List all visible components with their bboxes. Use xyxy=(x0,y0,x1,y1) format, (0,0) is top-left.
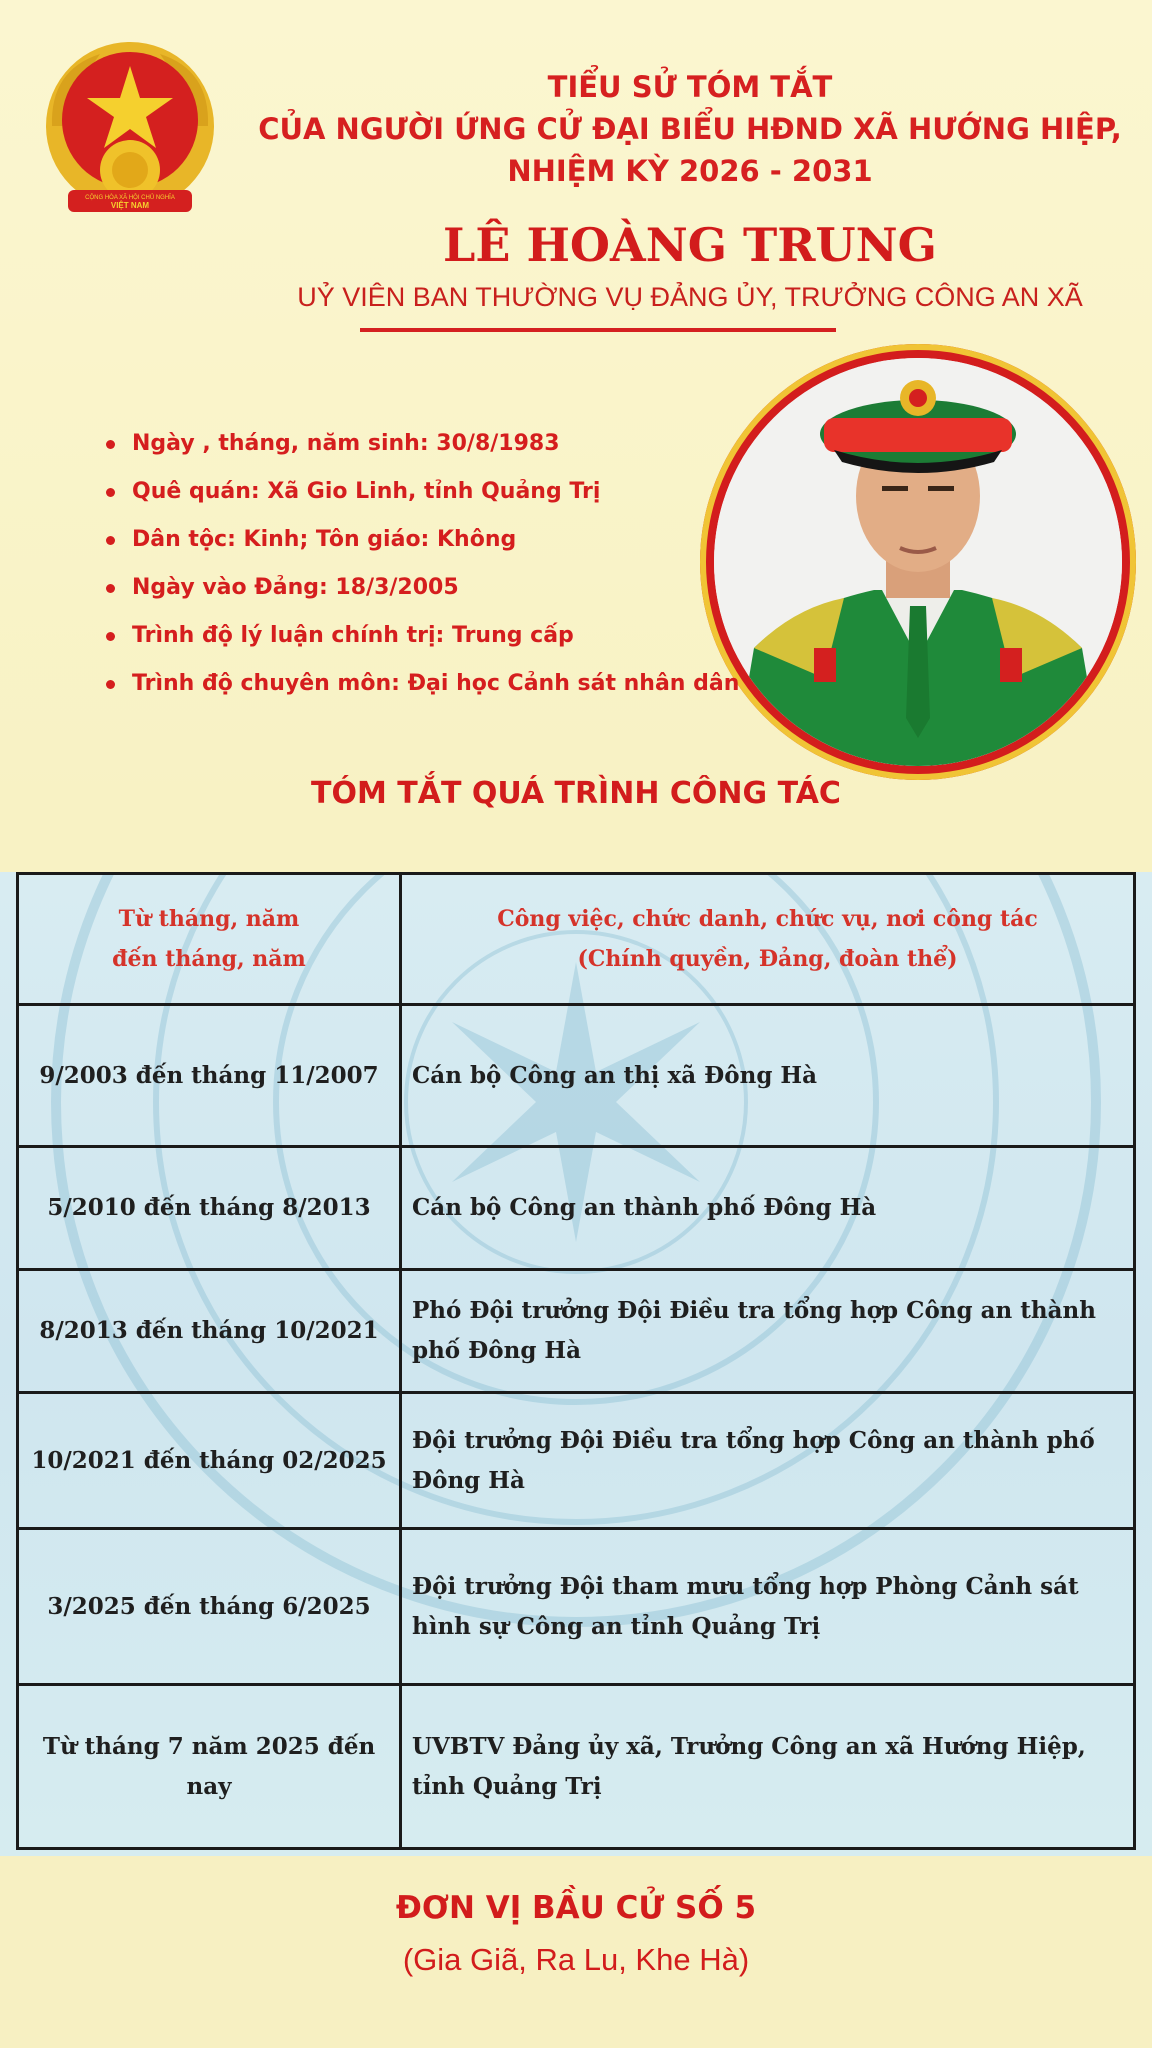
info-party-join-date: Ngày vào Đảng: 18/3/2005 xyxy=(100,564,739,612)
row-period: 9/2003 đến tháng 11/2007 xyxy=(18,1005,401,1147)
doc-title-line3: NHIỆM KỲ 2026 - 2031 xyxy=(507,154,873,188)
row-job: Đội trưởng Đội tham mưu tổng hợp Phòng Cảnh sát hình sự Công an tỉnh Quảng Trị xyxy=(401,1529,1135,1685)
row-period: Từ tháng 7 năm 2025 đến nay xyxy=(18,1685,401,1849)
table-row xyxy=(18,1529,1135,1685)
section-title: TÓM TẮT QUÁ TRÌNH CÔNG TÁC xyxy=(311,776,841,811)
header-job-line2: (Chính quyền, Đảng, đoàn thể) xyxy=(577,946,958,972)
header-period xyxy=(18,874,401,1005)
electoral-unit-areas: (Gia Giã, Ra Lu, Khe Hà) xyxy=(402,1942,750,1977)
info-hometown: Quê quán: Xã Gio Linh, tỉnh Quảng Trị xyxy=(100,468,739,516)
header-period-line2: đến tháng, năm xyxy=(112,946,306,972)
row-period: 10/2021 đến tháng 02/2025 xyxy=(18,1393,401,1529)
row-period: 8/2013 đến tháng 10/2021 xyxy=(18,1270,401,1393)
row-job: Phó Đội trưởng Đội Điều tra tổng hợp Công an thành phố Đông Hà xyxy=(401,1270,1135,1393)
candidate-role: UỶ VIÊN BAN THƯỜNG VỤ ĐẢNG ỦY, TRƯỞNG CÔNG AN XÃ xyxy=(297,282,1083,312)
row-job: Cán bộ Công an thành phố Đông Hà xyxy=(401,1147,1135,1270)
work-history-panel xyxy=(0,872,1152,1856)
national-emblem xyxy=(40,40,220,220)
personal-info-list xyxy=(100,420,739,708)
work-history-table xyxy=(16,872,1136,1850)
row-period: 5/2010 đến tháng 8/2013 xyxy=(18,1147,401,1270)
row-job: Cán bộ Công an thị xã Đông Hà xyxy=(401,1005,1135,1147)
row-job: UVBTV Đảng ủy xã, Trưởng Công an xã Hướng Hiệp, tỉnh Quảng Trị xyxy=(401,1685,1135,1849)
info-professional-level: Trình độ chuyên môn: Đại học Cảnh sát nhân dân xyxy=(100,660,739,708)
header-job-line1: Công việc, chức danh, chức vụ, nơi công tác xyxy=(497,906,1038,932)
info-political-level: Trình độ lý luận chính trị: Trung cấp xyxy=(100,612,739,660)
svg-text:VIỆT NAM: VIỆT NAM xyxy=(110,201,150,210)
table-row xyxy=(18,1393,1135,1529)
doc-title-line2: CỦA NGƯỜI ỨNG CỬ ĐẠI BIỂU HĐND XÃ HƯỚNG HIỆP, xyxy=(258,112,1122,146)
table-row xyxy=(18,1270,1135,1393)
table-header-row xyxy=(18,874,1135,1005)
doc-title-line1: TIỂU SỬ TÓM TẮT xyxy=(547,70,833,104)
table-row xyxy=(18,1685,1135,1849)
info-birthdate: Ngày , tháng, năm sinh: 30/8/1983 xyxy=(100,420,739,468)
table-row xyxy=(18,1005,1135,1147)
row-job: Đội trưởng Đội Điều tra tổng hợp Công an thành phố Đông Hà xyxy=(401,1393,1135,1529)
title-divider xyxy=(360,328,836,332)
candidate-name: LÊ HOÀNG TRUNG xyxy=(443,218,937,272)
svg-text:CỘNG HÒA XÃ HỘI CHỦ NGHĨA: CỘNG HÒA XÃ HỘI CHỦ NGHĨA xyxy=(85,195,175,201)
row-period: 3/2025 đến tháng 6/2025 xyxy=(18,1529,401,1685)
portrait-frame xyxy=(700,344,1136,780)
table-row xyxy=(18,1147,1135,1270)
info-ethnicity-religion: Dân tộc: Kinh; Tôn giáo: Không xyxy=(100,516,739,564)
header-period-line1: Từ tháng, năm xyxy=(118,906,300,932)
header-job xyxy=(401,874,1135,1005)
electoral-unit-title: ĐƠN VỊ BẦU CỬ SỐ 5 xyxy=(395,1890,757,1926)
portrait-photo xyxy=(714,358,1122,766)
